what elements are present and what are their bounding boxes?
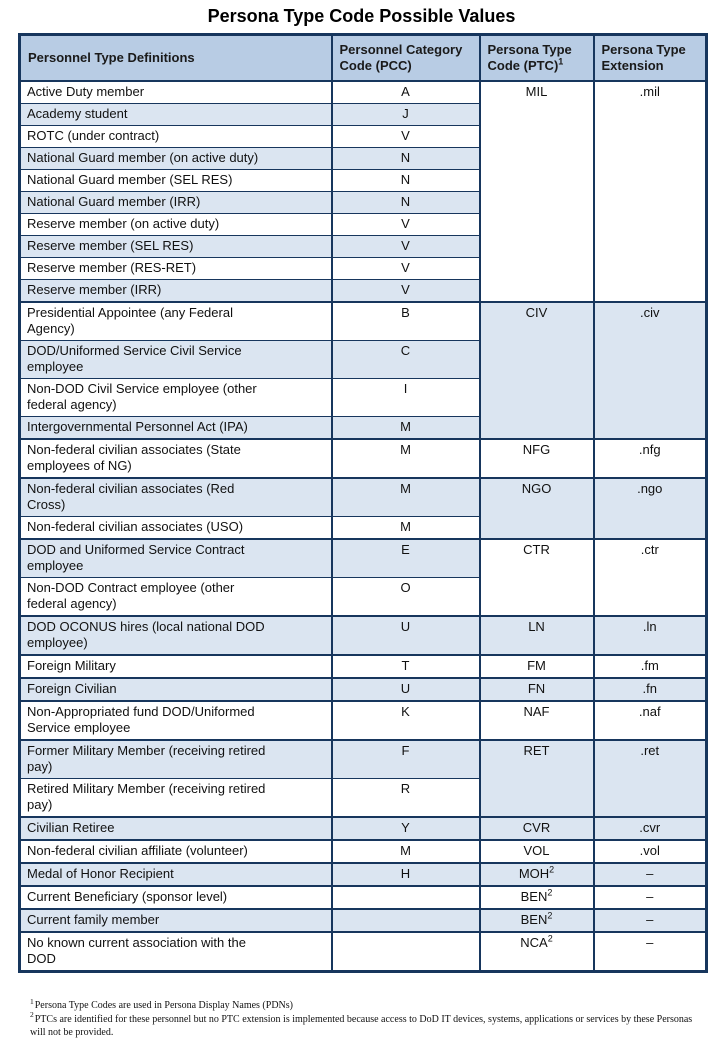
definition-cell-text: National Guard member (on active duty) (27, 150, 259, 165)
definition-cell-text: Reserve member (IRR) (27, 282, 162, 297)
table-row (20, 701, 707, 740)
definition-cell-text: Reserve member (SEL RES) (27, 238, 194, 253)
definition-cell-text: Academy student (27, 106, 128, 121)
extension-cell: .vol (594, 840, 707, 863)
definition-cell-text: Reserve member (on active duty) (27, 216, 220, 231)
table-row (20, 81, 707, 104)
ptc-code: CIV (525, 305, 548, 320)
pcc-cell: V (332, 126, 480, 148)
ptc-code: CVR (522, 820, 551, 835)
ptc-code: FM (527, 658, 546, 673)
definition-cell-text: No known current association with the DOD (27, 935, 246, 966)
header-ptc (480, 35, 594, 82)
header-definitions: Personnel Type Definitions (20, 35, 332, 82)
footnote-2 (30, 1010, 705, 1040)
definition-cell (20, 578, 332, 617)
page-title: Persona Type Code Possible Values (207, 6, 516, 26)
definition-cell (20, 439, 332, 478)
pcc-cell: B (332, 302, 480, 341)
definition-cell-text: Non-federal civilian associates (State employees of NG) (27, 442, 241, 473)
table-row (20, 302, 707, 341)
definition-cell (20, 779, 332, 818)
pcc-cell: M (332, 517, 480, 540)
pcc-cell: E (332, 539, 480, 578)
pcc-cell: U (332, 616, 480, 655)
definition-cell-text: Foreign Military (27, 658, 116, 673)
definition-cell (20, 280, 332, 303)
table-row (20, 909, 707, 932)
pcc-cell: I (332, 379, 480, 417)
definition-cell (20, 258, 332, 280)
definition-cell-text: Non-federal civilian associates (USO) (27, 519, 244, 534)
definition-cell-text: Non-Appropriated fund DOD/Uniformed Service employee (27, 704, 255, 735)
table-row (20, 655, 707, 678)
table-row (20, 678, 707, 701)
ptc-cell (480, 840, 594, 863)
extension-cell: – (594, 886, 707, 909)
definition-cell (20, 81, 332, 104)
definition-cell-text: Current Beneficiary (sponsor level) (27, 889, 228, 904)
ptc-code: NAF (523, 704, 550, 719)
pcc-cell: N (332, 192, 480, 214)
extension-cell: .nfg (594, 439, 707, 478)
definition-cell-text: Reserve member (RES-RET) (27, 260, 197, 275)
pcc-cell: V (332, 280, 480, 303)
definition-cell (20, 840, 332, 863)
definition-cell (20, 126, 332, 148)
extension-cell: .ngo (594, 478, 707, 539)
header-row (20, 35, 707, 82)
table-row (20, 932, 707, 972)
definition-cell (20, 932, 332, 972)
footnote-1-marker: 1 (30, 996, 34, 1006)
definition-cell (20, 616, 332, 655)
ptc-footnote-marker: 2 (547, 933, 553, 944)
pcc-cell (332, 886, 480, 909)
footnote-2-marker: 2 (30, 1010, 34, 1020)
ptc-cell (480, 539, 594, 616)
footnotes (30, 996, 705, 1040)
definition-cell (20, 341, 332, 379)
definition-cell (20, 170, 332, 192)
table-row (20, 863, 707, 886)
pcc-cell: R (332, 779, 480, 818)
definition-cell-text: Active Duty member (27, 84, 145, 99)
ptc-cell (480, 478, 594, 539)
ptc-footnote-marker: 2 (547, 887, 553, 898)
pcc-cell: V (332, 236, 480, 258)
definition-cell-text: DOD and Uniformed Service Contract employee (27, 542, 245, 573)
ptc-cell (480, 932, 594, 972)
definition-cell (20, 740, 332, 779)
extension-cell: – (594, 909, 707, 932)
ptc-code: BEN (520, 912, 548, 927)
header-extension: Persona Type Extension (594, 35, 707, 82)
extension-cell: .ctr (594, 539, 707, 616)
extension-cell: .civ (594, 302, 707, 439)
ptc-cell (480, 439, 594, 478)
definition-cell-text: Non-federal civilian affiliate (volunteer) (27, 843, 248, 858)
ptc-cell (480, 678, 594, 701)
definition-cell-text: National Guard member (IRR) (27, 194, 201, 209)
definition-cell (20, 655, 332, 678)
definition-cell-text: Non-DOD Civil Service employee (other federal agency) (27, 381, 257, 412)
extension-cell: .cvr (594, 817, 707, 840)
footnote-1-text: Persona Type Codes are used in Persona Display Names (PDNs) (34, 1000, 293, 1011)
ptc-footnote-marker: 2 (547, 910, 553, 921)
ptc-cell (480, 909, 594, 932)
definition-cell (20, 886, 332, 909)
ptc-code: MOH (518, 866, 550, 881)
ptc-code: MIL (525, 84, 548, 99)
extension-cell: .ret (594, 740, 707, 817)
persona-type-code-table (18, 33, 708, 973)
pcc-cell: H (332, 863, 480, 886)
ptc-cell (480, 740, 594, 817)
definition-cell (20, 701, 332, 740)
ptc-code: NCA (520, 935, 548, 950)
pcc-cell: M (332, 417, 480, 440)
pcc-cell: N (332, 148, 480, 170)
extension-cell: – (594, 932, 707, 972)
table-row (20, 840, 707, 863)
pcc-cell: O (332, 578, 480, 617)
definition-cell (20, 678, 332, 701)
footnote-1 (30, 996, 705, 1013)
definition-cell (20, 379, 332, 417)
extension-cell: .fn (594, 678, 707, 701)
pcc-cell: V (332, 258, 480, 280)
definition-cell-text: Intergovernmental Personnel Act (IPA) (27, 419, 248, 434)
pcc-cell: J (332, 104, 480, 126)
definition-cell-text: National Guard member (SEL RES) (27, 172, 233, 187)
pcc-cell: M (332, 840, 480, 863)
pcc-cell: V (332, 214, 480, 236)
definition-cell (20, 236, 332, 258)
definition-cell (20, 817, 332, 840)
ptc-cell (480, 701, 594, 740)
header-ptc-footnote-marker: 1 (558, 56, 564, 67)
extension-cell: – (594, 863, 707, 886)
ptc-cell (480, 81, 594, 302)
definition-cell-text: Non-DOD Contract employee (other federal agency) (27, 580, 235, 611)
definition-cell-text: Foreign Civilian (27, 681, 117, 696)
definition-cell-text: Presidential Appointee (any Federal Agency) (27, 305, 233, 336)
pcc-cell (332, 909, 480, 932)
pcc-cell: Y (332, 817, 480, 840)
definition-cell (20, 478, 332, 517)
extension-cell: .naf (594, 701, 707, 740)
definition-cell (20, 539, 332, 578)
ptc-code: RET (523, 743, 550, 758)
definition-cell (20, 148, 332, 170)
ptc-code: VOL (523, 843, 550, 858)
pcc-cell: N (332, 170, 480, 192)
definition-cell-text: DOD/Uniformed Service Civil Service employee (27, 343, 242, 374)
definition-cell (20, 214, 332, 236)
pcc-cell: K (332, 701, 480, 740)
ptc-cell (480, 655, 594, 678)
ptc-code: NFG (522, 442, 551, 457)
table-row (20, 817, 707, 840)
definition-cell-text: DOD OCONUS hires (local national DOD employee) (27, 619, 265, 650)
header-pcc: Personnel Category Code (PCC) (332, 35, 480, 82)
definition-cell (20, 104, 332, 126)
table-row (20, 439, 707, 478)
definition-cell (20, 417, 332, 440)
ptc-cell (480, 302, 594, 439)
ptc-cell (480, 817, 594, 840)
pcc-cell: M (332, 478, 480, 517)
pcc-cell: T (332, 655, 480, 678)
ptc-cell (480, 886, 594, 909)
pcc-cell: U (332, 678, 480, 701)
table-row (20, 740, 707, 779)
extension-cell: .mil (594, 81, 707, 302)
table-row (20, 478, 707, 517)
definition-cell-text: Current family member (27, 912, 160, 927)
ptc-code: LN (528, 619, 545, 634)
pcc-cell: F (332, 740, 480, 779)
ptc-footnote-marker: 2 (549, 864, 555, 875)
ptc-cell (480, 863, 594, 886)
ptc-code: CTR (523, 542, 550, 557)
table-row (20, 539, 707, 578)
extension-cell: .fm (594, 655, 707, 678)
table-row (20, 616, 707, 655)
ptc-code: BEN (520, 889, 548, 904)
definition-cell-text: Retired Military Member (receiving retired pay) (27, 781, 266, 812)
definition-cell (20, 517, 332, 540)
definition-cell-text: Medal of Honor Recipient (27, 866, 174, 881)
pcc-cell (332, 932, 480, 972)
pcc-cell: C (332, 341, 480, 379)
ptc-cell (480, 616, 594, 655)
ptc-code: FN (527, 681, 546, 696)
definition-cell (20, 909, 332, 932)
header-ptc-label: Persona Type Code (PTC) (487, 42, 572, 73)
definition-cell-text: ROTC (under contract) (27, 128, 160, 143)
pcc-cell: M (332, 439, 480, 478)
definition-cell-text: Non-federal civilian associates (Red Cross) (27, 481, 235, 512)
table-row (20, 886, 707, 909)
definition-cell-text: Former Military Member (receiving retired pay) (27, 743, 266, 774)
definition-cell-text: Civilian Retiree (27, 820, 115, 835)
definition-cell (20, 192, 332, 214)
pcc-cell: A (332, 81, 480, 104)
definition-cell (20, 863, 332, 886)
extension-cell: .ln (594, 616, 707, 655)
ptc-code: NGO (521, 481, 552, 496)
footnote-2-text: PTCs are identified for these personnel but no PTC extension is implemented because access to DoD IT devices, systems, applications or services by these Personas will not be provided. (30, 1013, 693, 1038)
definition-cell (20, 302, 332, 341)
table-body (20, 81, 707, 972)
